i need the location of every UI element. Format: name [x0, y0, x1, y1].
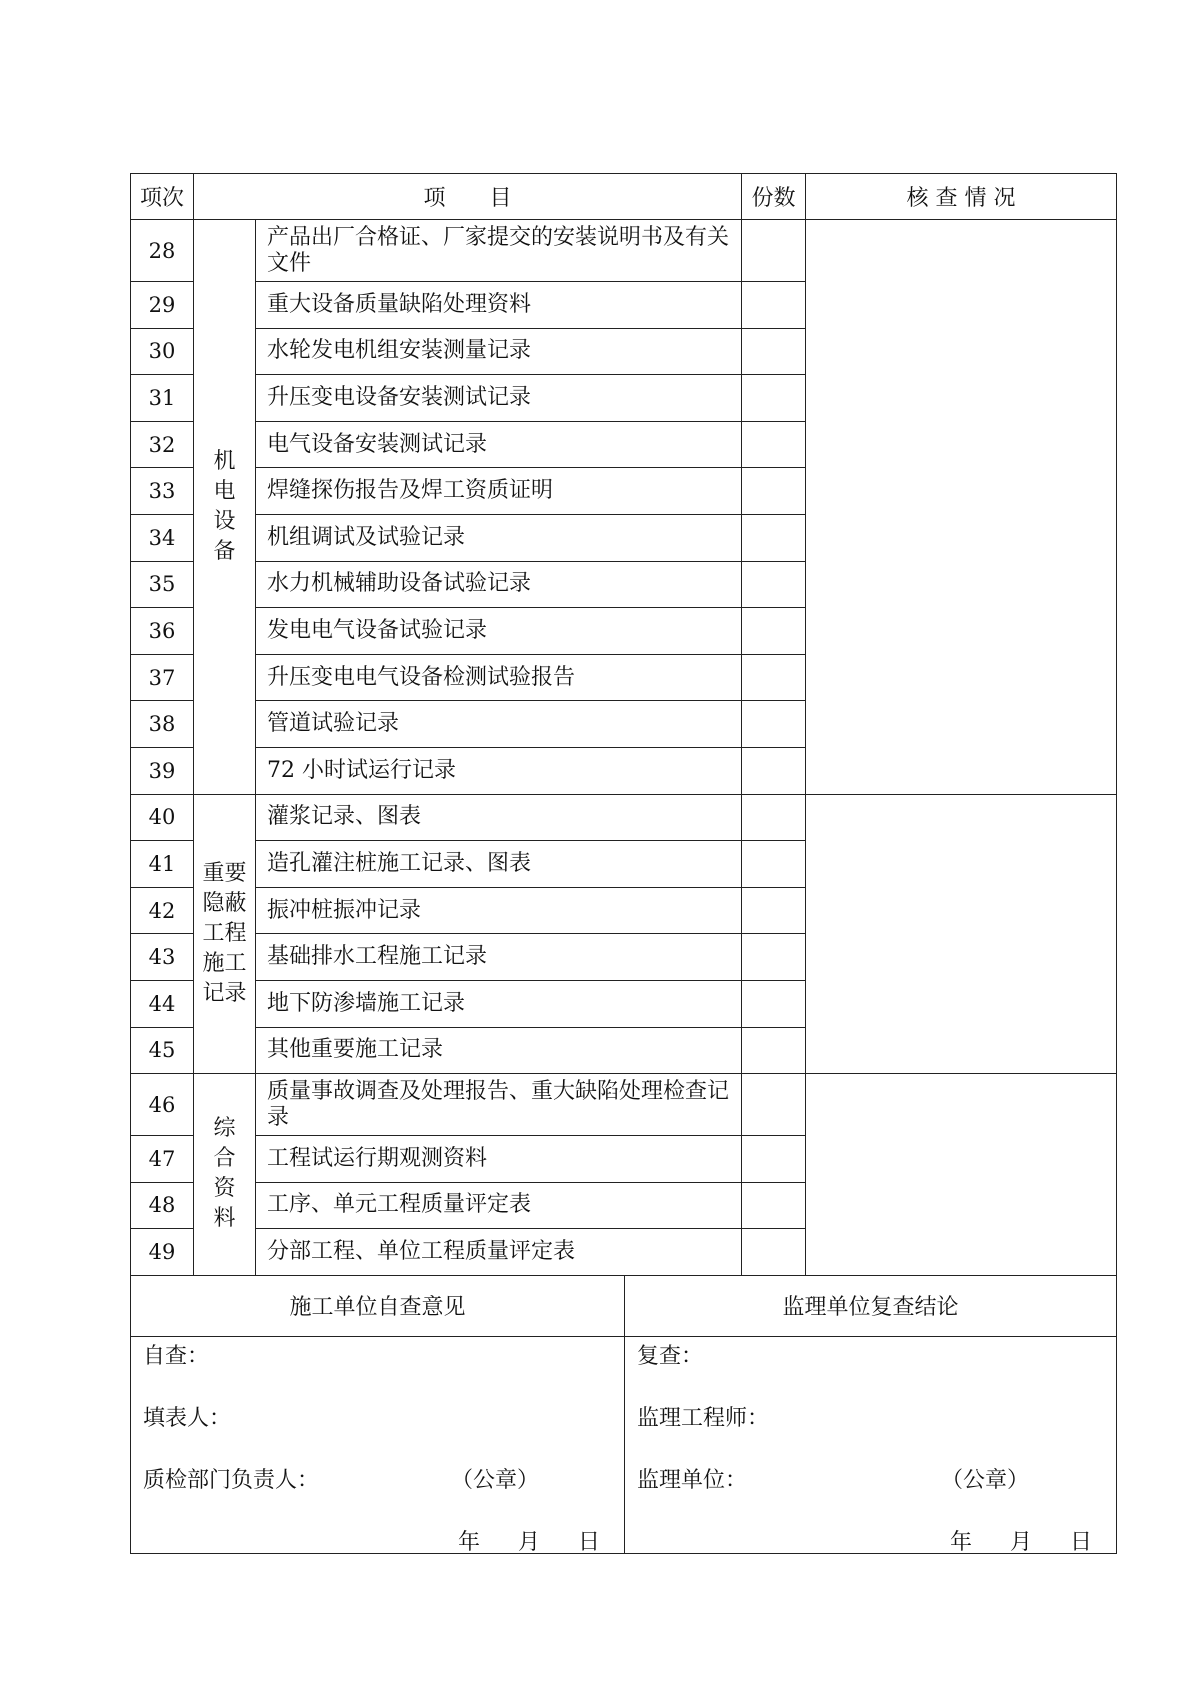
item-description: 造孔灌注桩施工记录、图表: [256, 841, 742, 888]
copies-input-cell[interactable]: [742, 1027, 806, 1074]
header-item-no: 项次: [131, 174, 194, 220]
date-year: 年: [950, 1529, 973, 1555]
item-number: 38: [131, 701, 194, 748]
item-description: 振冲桩振冲记录: [256, 887, 742, 934]
item-description: 焊缝探伤报告及焊工资质证明: [256, 468, 742, 515]
header-check-status: 核 查 情 况: [806, 174, 1117, 220]
category-label: [194, 1074, 256, 1276]
item-number: 33: [131, 468, 194, 515]
contractor-signoff-cell: [131, 1336, 625, 1553]
item-description: 管道试验记录: [256, 701, 742, 748]
table-header-row: [131, 174, 1117, 220]
copies-input-cell[interactable]: [742, 841, 806, 888]
table-row: [131, 220, 1117, 282]
item-description: 基础排水工程施工记录: [256, 934, 742, 981]
item-description: 分部工程、单位工程质量评定表: [256, 1229, 742, 1276]
inspection-form: [130, 173, 1116, 1554]
copies-input-cell[interactable]: [742, 1182, 806, 1229]
copies-input-cell[interactable]: [742, 608, 806, 655]
copies-input-cell[interactable]: [742, 1136, 806, 1183]
item-number: 28: [131, 220, 194, 282]
check-status-cell[interactable]: [806, 1074, 1117, 1276]
category-label-line: 电: [213, 478, 236, 504]
item-number: 48: [131, 1182, 194, 1229]
item-description: 水力机械辅助设备试验记录: [256, 561, 742, 608]
item-number: 29: [131, 282, 194, 329]
item-description: 地下防渗墙施工记录: [256, 980, 742, 1027]
check-status-cell[interactable]: [806, 794, 1117, 1074]
item-number: 40: [131, 794, 194, 841]
copies-input-cell[interactable]: [742, 561, 806, 608]
item-number: 36: [131, 608, 194, 655]
self-check-label: 自查：: [143, 1343, 210, 1369]
check-status-cell[interactable]: [806, 220, 1117, 795]
item-number: 46: [131, 1074, 194, 1136]
category-label-line: 综: [213, 1116, 236, 1142]
contractor-self-check-title: 施工单位自查意见: [131, 1275, 625, 1336]
signoff-title-row: [131, 1275, 1117, 1336]
signoff-body-row: [131, 1336, 1117, 1553]
category-label-line: 施工: [202, 950, 247, 976]
copies-input-cell[interactable]: [742, 1229, 806, 1276]
category-label-line: 工程: [202, 920, 247, 946]
date-month: 月: [518, 1529, 541, 1555]
category-label-line: 资: [213, 1176, 236, 1202]
copies-input-cell[interactable]: [742, 468, 806, 515]
item-description: 升压变电设备安装测试记录: [256, 375, 742, 422]
qc-head-label: 质检部门负责人：: [143, 1467, 320, 1493]
item-description: 产品出厂合格证、厂家提交的安装说明书及有关文件: [256, 220, 742, 282]
item-number: 49: [131, 1229, 194, 1276]
supervising-engineer-label: 监理工程师：: [637, 1405, 770, 1431]
item-number: 41: [131, 841, 194, 888]
item-description: 升压变电电气设备检测试验报告: [256, 654, 742, 701]
form-filler-label: 填表人：: [143, 1405, 232, 1431]
item-description: 质量事故调查及处理报告、重大缺陷处理检查记录: [256, 1074, 742, 1136]
item-description: 水轮发电机组安装测量记录: [256, 328, 742, 375]
category-label-line: 记录: [202, 980, 247, 1006]
item-description: 重大设备质量缺陷处理资料: [256, 282, 742, 329]
copies-input-cell[interactable]: [742, 375, 806, 422]
copies-input-cell[interactable]: [742, 421, 806, 468]
item-description: 其他重要施工记录: [256, 1027, 742, 1074]
date-year: 年: [458, 1529, 481, 1555]
copies-input-cell[interactable]: [742, 701, 806, 748]
item-number: 32: [131, 421, 194, 468]
item-number: 45: [131, 1027, 194, 1074]
category-label-line: 机: [213, 448, 236, 474]
item-number: 34: [131, 514, 194, 561]
item-number: 43: [131, 934, 194, 981]
item-number: 31: [131, 375, 194, 422]
item-description: 电气设备安装测试记录: [256, 421, 742, 468]
category-label: [194, 220, 256, 795]
supervisor-review-title: 监理单位复查结论: [625, 1275, 1117, 1336]
date-day: 日: [1070, 1529, 1093, 1555]
copies-input-cell[interactable]: [742, 220, 806, 282]
copies-input-cell[interactable]: [742, 654, 806, 701]
copies-input-cell[interactable]: [742, 980, 806, 1027]
copies-input-cell[interactable]: [742, 328, 806, 375]
item-number: 47: [131, 1136, 194, 1183]
items-table: [130, 173, 1117, 1276]
category-label: [194, 794, 256, 1074]
date-month: 月: [1010, 1529, 1033, 1555]
supervisor-date: [950, 1525, 1092, 1556]
category-label-line: 重要: [202, 860, 247, 886]
table-row: [131, 1074, 1117, 1136]
copies-input-cell[interactable]: [742, 794, 806, 841]
copies-input-cell[interactable]: [742, 1074, 806, 1136]
item-number: 35: [131, 561, 194, 608]
contractor-seal-label: （公章）: [451, 1467, 540, 1493]
supervisor-seal-label: （公章）: [941, 1467, 1030, 1493]
item-number: 39: [131, 747, 194, 794]
copies-input-cell[interactable]: [742, 282, 806, 329]
item-number: 42: [131, 887, 194, 934]
copies-input-cell[interactable]: [742, 934, 806, 981]
item-description: 工程试运行期观测资料: [256, 1136, 742, 1183]
item-description: 机组调试及试验记录: [256, 514, 742, 561]
header-item: 项 目: [194, 174, 742, 220]
supervising-unit-label: 监理单位：: [637, 1467, 748, 1493]
copies-input-cell[interactable]: [742, 747, 806, 794]
signoff-table: [130, 1275, 1117, 1554]
review-label: 复查：: [637, 1343, 704, 1369]
table-row: [131, 794, 1117, 841]
copies-input-cell[interactable]: [742, 887, 806, 934]
category-label-line: 设: [213, 508, 236, 534]
category-label-line: 合: [213, 1146, 236, 1172]
item-number: 37: [131, 654, 194, 701]
item-description: 72 小时试运行记录: [256, 747, 742, 794]
item-number: 44: [131, 980, 194, 1027]
category-label-line: 隐蔽: [202, 890, 247, 916]
date-day: 日: [578, 1529, 601, 1555]
contractor-date: [458, 1525, 600, 1556]
item-description: 发电电气设备试验记录: [256, 608, 742, 655]
item-description: 工序、单元工程质量评定表: [256, 1182, 742, 1229]
category-label-line: 料: [213, 1206, 236, 1232]
copies-input-cell[interactable]: [742, 514, 806, 561]
header-copies: 份数: [742, 174, 806, 220]
item-number: 30: [131, 328, 194, 375]
supervisor-signoff-cell: [625, 1336, 1117, 1553]
category-label-line: 备: [213, 538, 236, 564]
item-description: 灌浆记录、图表: [256, 794, 742, 841]
